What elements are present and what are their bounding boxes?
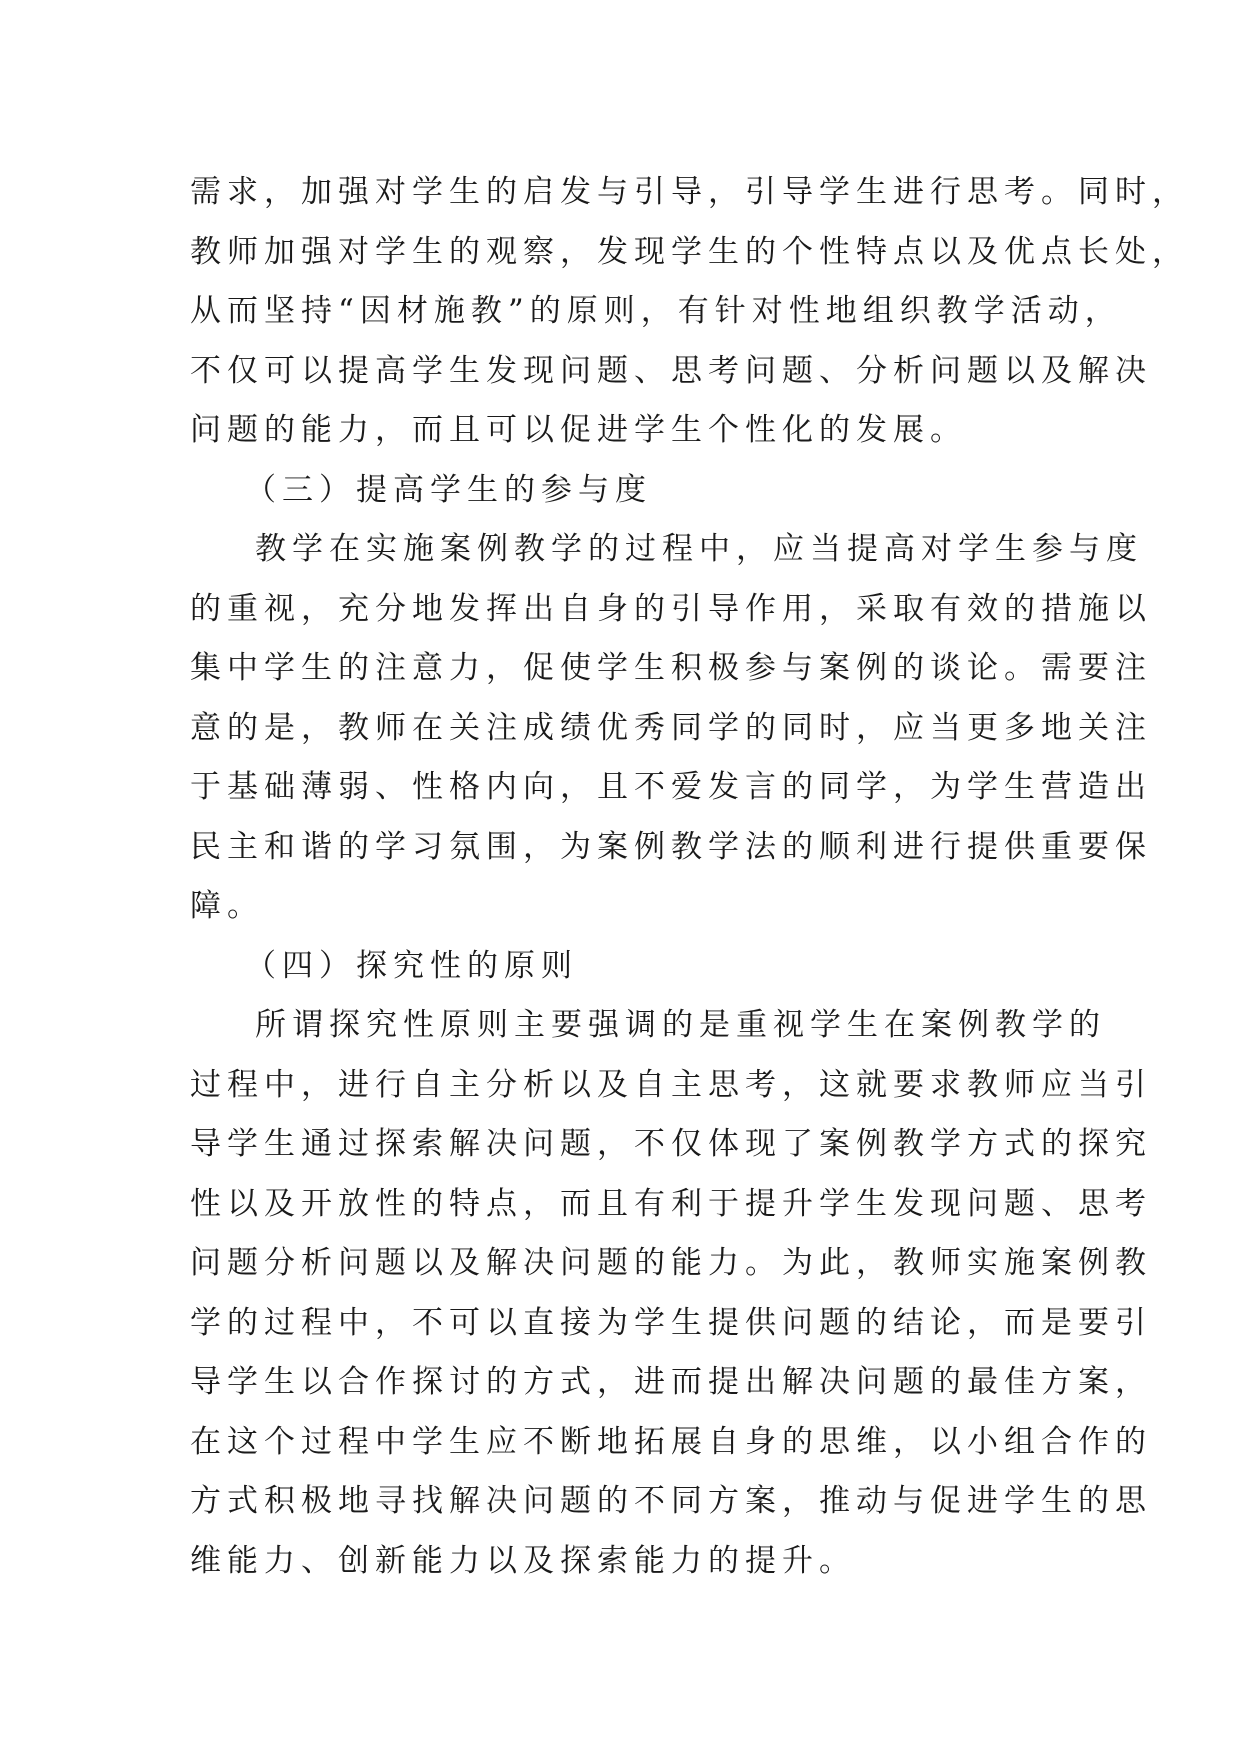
paragraph-line: 不仅可以提高学生发现问题、思考问题、分析问题以及解决	[190, 352, 1152, 389]
paragraph-first-line: 教学在实施案例教学的过程中，应当提高对学生参与度	[255, 531, 1143, 567]
paragraph-line: 障。	[190, 888, 264, 924]
paragraph-line: 于基础薄弱、性格内向，且不爱发言的同学，为学生营造出	[190, 769, 1152, 805]
paragraph-line: 问题的能力，而且可以促进学生个性化的发展。	[190, 412, 967, 448]
section-heading-4: （四）探究性的原则	[245, 947, 578, 984]
paragraph-line: 过程中，进行自主分析以及自主思考，这就要求教师应当引	[190, 1066, 1152, 1103]
paragraph-line: 需求，加强对学生的启发与引导，引导学生进行思考。同时，	[190, 174, 1189, 210]
paragraph-line: 维能力、创新能力以及探索能力的提升。	[190, 1542, 856, 1579]
paragraph-line: 导学生通过探索解决问题，不仅体现了案例教学方式的探究	[190, 1126, 1152, 1162]
paragraph-line: 集中学生的注意力，促使学生积极参与案例的谈论。需要注	[190, 650, 1152, 686]
document-body	[190, 163, 1189, 1591]
paragraph-line: 在这个过程中学生应不断地拓展自身的思维，以小组合作的	[190, 1423, 1152, 1460]
paragraph-line: 民主和谐的学习氛围，为案例教学法的顺利进行提供重要保	[190, 828, 1152, 865]
paragraph-line: 意的是，教师在关注成绩优秀同学的同时，应当更多地关注	[190, 709, 1152, 746]
paragraph-line: 从而坚持“因材施教”的原则，有针对性地组织教学活动，	[190, 293, 1122, 329]
paragraph-line: 的重视，充分地发挥出自身的引导作用，采取有效的措施以	[190, 590, 1152, 627]
paragraph-line: 教师加强对学生的观察，发现学生的个性特点以及优点长处，	[190, 233, 1189, 270]
paragraph-line: 问题分析问题以及解决问题的能力。为此，教师实施案例教	[190, 1245, 1152, 1281]
paragraph-line: 学的过程中，不可以直接为学生提供问题的结论，而是要引	[190, 1304, 1152, 1341]
section-heading-3: （三）提高学生的参与度	[245, 471, 652, 508]
paragraph-line: 性以及开放性的特点，而且有利于提升学生发现问题、思考	[190, 1185, 1152, 1222]
paragraph-line: 方式积极地寻找解决问题的不同方案，推动与促进学生的思	[190, 1483, 1152, 1519]
paragraph-first-line: 所谓探究性原则主要强调的是重视学生在案例教学的	[255, 1007, 1106, 1043]
paragraph-line: 导学生以合作探讨的方式，进而提出解决问题的最佳方案，	[190, 1364, 1152, 1400]
